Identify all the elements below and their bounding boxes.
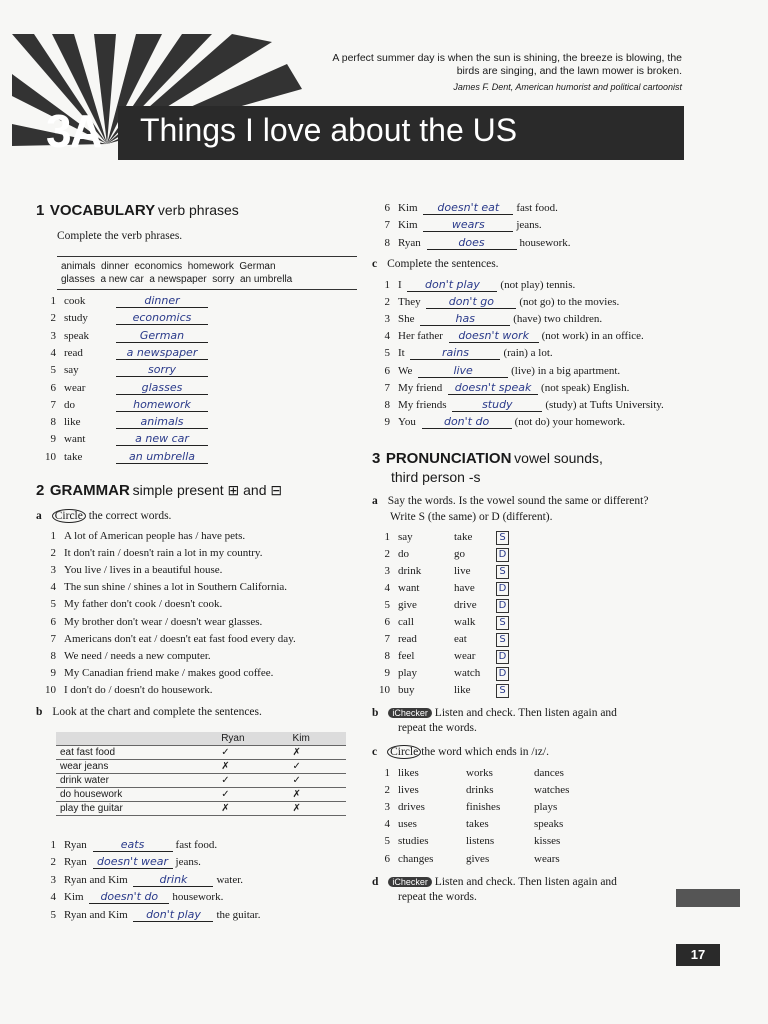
item-number: 2 bbox=[384, 548, 390, 560]
item-verb: do bbox=[64, 398, 75, 411]
answer: an umbrella bbox=[116, 450, 208, 464]
word-box: animals dinner economics homework German glasses a new car a newspaper sorry an umbrella bbox=[57, 256, 357, 290]
word-1: read bbox=[398, 633, 417, 645]
answer: doesn't do bbox=[89, 890, 169, 904]
item-number: 4 bbox=[50, 346, 56, 359]
word-1: feel bbox=[398, 650, 415, 662]
item-number: 5 bbox=[50, 908, 56, 921]
word-1: play bbox=[398, 667, 417, 679]
item-suffix: (rain) a lot. bbox=[503, 347, 553, 360]
list-item bbox=[40, 684, 212, 696]
item-number: 1 bbox=[50, 530, 56, 542]
item-number: 3 bbox=[50, 329, 56, 342]
item-suffix: jeans. bbox=[175, 856, 201, 869]
item-number: 1 bbox=[50, 839, 56, 851]
answer-box: D bbox=[496, 599, 509, 613]
list-item bbox=[374, 853, 594, 865]
list-item bbox=[40, 346, 208, 360]
item-number: 1 bbox=[50, 295, 56, 307]
list-item bbox=[40, 415, 208, 429]
answer-box: S bbox=[496, 684, 509, 698]
word-option: watches bbox=[534, 784, 570, 797]
instruction-3c: c Circle the word which ends in /ɪz/. bbox=[372, 746, 549, 758]
item-number: 10 bbox=[379, 684, 390, 696]
item-prefix: Ryan bbox=[64, 839, 90, 851]
item-number: 5 bbox=[50, 364, 56, 377]
item-prefix: She bbox=[398, 313, 418, 326]
answer-box: S bbox=[496, 616, 509, 630]
list-item bbox=[374, 565, 509, 579]
list-item bbox=[374, 633, 509, 647]
item-number: 2 bbox=[384, 784, 390, 797]
answer: homework bbox=[116, 398, 208, 412]
list-item bbox=[40, 667, 273, 679]
item-number: 7 bbox=[50, 632, 56, 645]
answer: sorry bbox=[116, 363, 208, 377]
list-item bbox=[40, 329, 208, 343]
word-option: studies bbox=[398, 835, 429, 848]
page-number: 17 bbox=[676, 944, 720, 966]
answer: doesn't speak bbox=[448, 381, 538, 395]
list-item bbox=[374, 784, 594, 796]
table-cell: ✗ bbox=[289, 746, 346, 760]
word-option: listens bbox=[466, 835, 495, 848]
word-option: lives bbox=[398, 784, 419, 797]
instruction-2c: c Complete the sentences. bbox=[372, 258, 499, 270]
word-option: changes bbox=[398, 852, 434, 865]
item-verb: say bbox=[64, 364, 79, 377]
list-item bbox=[374, 531, 509, 545]
item-verb: take bbox=[64, 450, 83, 463]
section-2-heading: 2 GRAMMAR simple present ⊞ and ⊟ bbox=[36, 482, 283, 499]
answer: don't play bbox=[133, 908, 213, 922]
item-number: 9 bbox=[384, 667, 390, 679]
table-cell: ✓ bbox=[289, 774, 346, 788]
item-number: 3 bbox=[50, 564, 56, 577]
item-prefix: Kim bbox=[398, 219, 421, 232]
answer: a newspaper bbox=[116, 346, 208, 360]
list-item bbox=[40, 547, 262, 559]
table-cell: eat fast food bbox=[56, 746, 217, 760]
list-item bbox=[374, 312, 602, 326]
item-text: Americans don't eat / doesn't eat fast food every day. bbox=[64, 632, 296, 645]
section-3-subtitle: third person -s bbox=[391, 469, 481, 485]
item-suffix: jeans. bbox=[516, 219, 542, 232]
item-text: My father don't cook / doesn't cook. bbox=[64, 598, 223, 611]
item-prefix: They bbox=[398, 296, 424, 309]
instruction-3d: d iChecker Listen and check. Then listen again and bbox=[372, 876, 617, 888]
item-number: 3 bbox=[384, 801, 390, 814]
word-option: gives bbox=[466, 852, 490, 865]
item-verb: cook bbox=[64, 295, 86, 307]
item-text: A lot of American people has / have pets. bbox=[64, 530, 246, 542]
item-number: 4 bbox=[384, 818, 390, 831]
item-number: 8 bbox=[50, 416, 56, 429]
answer: don't play bbox=[407, 278, 497, 292]
item-number: 6 bbox=[384, 364, 390, 377]
item-prefix: We bbox=[398, 364, 416, 377]
item-suffix: water. bbox=[216, 873, 244, 886]
word-option: works bbox=[466, 767, 493, 779]
item-verb: study bbox=[64, 312, 88, 325]
list-item bbox=[374, 650, 509, 664]
item-number: 7 bbox=[50, 398, 56, 411]
word-option: finishes bbox=[466, 801, 501, 814]
item-prefix: It bbox=[398, 347, 408, 360]
table-cell: ✓ bbox=[289, 760, 346, 774]
item-number: 10 bbox=[45, 683, 56, 696]
answer: rains bbox=[410, 346, 500, 360]
list-item bbox=[40, 598, 222, 610]
item-prefix: Kim bbox=[64, 891, 87, 904]
list-item bbox=[374, 835, 594, 847]
item-suffix: the guitar. bbox=[216, 908, 261, 921]
table-header: Ryan bbox=[217, 732, 288, 746]
word-2: like bbox=[454, 684, 471, 696]
answer-box: S bbox=[496, 565, 509, 579]
table-cell: ✓ bbox=[217, 746, 288, 760]
answer: study bbox=[452, 398, 542, 412]
section-1-heading: 1 VOCABULARY verb phrases bbox=[36, 202, 239, 219]
item-number: 6 bbox=[50, 381, 56, 394]
item-number: 7 bbox=[384, 381, 390, 394]
item-number: 6 bbox=[50, 615, 56, 628]
answer: drink bbox=[133, 873, 213, 887]
word-option: uses bbox=[398, 818, 417, 831]
item-number: 6 bbox=[384, 616, 390, 628]
list-item bbox=[40, 530, 245, 542]
list-item bbox=[40, 398, 208, 412]
list-item bbox=[40, 873, 243, 887]
word-option: kisses bbox=[534, 835, 561, 848]
list-item bbox=[374, 398, 664, 412]
item-number: 9 bbox=[50, 433, 56, 446]
word-option: plays bbox=[534, 801, 558, 814]
word-2: wear bbox=[454, 650, 476, 662]
list-item bbox=[374, 278, 575, 292]
answer: doesn't wear bbox=[93, 855, 173, 869]
list-item bbox=[40, 311, 208, 325]
word-1: call bbox=[398, 616, 414, 628]
item-number: 4 bbox=[50, 891, 56, 904]
item-verb: want bbox=[64, 433, 86, 446]
list-item bbox=[374, 684, 509, 698]
table-cell: ✗ bbox=[289, 802, 346, 816]
list-item bbox=[374, 295, 619, 309]
item-suffix: fast food. bbox=[516, 202, 558, 214]
ichecker-icon: iChecker bbox=[388, 708, 432, 718]
item-number: 9 bbox=[384, 415, 390, 428]
item-suffix: (not do) your homework. bbox=[514, 415, 626, 428]
list-item bbox=[374, 616, 509, 630]
item-number: 2 bbox=[50, 856, 56, 869]
word-option: wears bbox=[534, 852, 560, 865]
list-item bbox=[374, 599, 509, 613]
word-2: drive bbox=[454, 599, 477, 611]
list-item bbox=[374, 548, 509, 562]
item-prefix: I bbox=[398, 279, 405, 291]
list-item bbox=[374, 818, 594, 830]
item-number: 4 bbox=[384, 582, 390, 594]
word-2: walk bbox=[454, 616, 476, 628]
answer: doesn't work bbox=[449, 329, 539, 343]
item-verb: wear bbox=[64, 381, 86, 394]
list-item bbox=[374, 346, 553, 360]
item-number: 6 bbox=[384, 202, 390, 214]
item-number: 8 bbox=[384, 236, 390, 249]
item-number: 3 bbox=[50, 873, 56, 886]
answer: doesn't eat bbox=[423, 201, 513, 215]
item-number: 2 bbox=[384, 296, 390, 309]
word-1: do bbox=[398, 548, 409, 560]
word-option: speaks bbox=[534, 818, 564, 831]
item-suffix: (study) at Tufts University. bbox=[545, 398, 664, 411]
table-cell: wear jeans bbox=[56, 760, 217, 774]
list-item bbox=[40, 855, 201, 869]
answer: a new car bbox=[116, 432, 208, 446]
item-number: 7 bbox=[384, 633, 390, 645]
item-suffix: (not work) in an office. bbox=[541, 330, 644, 343]
list-item bbox=[40, 890, 223, 904]
item-number: 1 bbox=[384, 279, 390, 291]
answer-box: D bbox=[496, 650, 509, 664]
answer: eats bbox=[93, 838, 173, 852]
table-header bbox=[56, 732, 217, 746]
list-item bbox=[40, 650, 211, 662]
list-item bbox=[40, 294, 208, 308]
lesson-badge: 3A bbox=[46, 105, 101, 157]
list-item bbox=[374, 415, 625, 429]
item-text: It don't rain / doesn't rain a lot in my country. bbox=[64, 547, 263, 560]
item-suffix: housework. bbox=[519, 236, 571, 249]
word-1: drink bbox=[398, 565, 422, 577]
word-option: likes bbox=[398, 767, 419, 779]
instruction: Complete the verb phrases. bbox=[57, 230, 183, 242]
item-suffix: (have) two children. bbox=[513, 313, 603, 326]
list-item bbox=[374, 667, 509, 681]
word-2: eat bbox=[454, 633, 467, 645]
list-item bbox=[40, 381, 208, 395]
table-cell: ✓ bbox=[217, 774, 288, 788]
table-cell: ✓ bbox=[217, 788, 288, 802]
item-number: 3 bbox=[384, 565, 390, 577]
answer-box: D bbox=[496, 582, 509, 596]
word-2: take bbox=[454, 531, 473, 543]
item-suffix: (not play) tennis. bbox=[500, 279, 576, 291]
item-text: The sun shine / shines a lot in Southern California. bbox=[64, 581, 288, 594]
answer: glasses bbox=[116, 381, 208, 395]
table-cell: ✗ bbox=[217, 760, 288, 774]
item-prefix: Ryan and Kim bbox=[64, 873, 131, 886]
item-prefix: My friends bbox=[398, 398, 450, 411]
table-cell: do housework bbox=[56, 788, 217, 802]
item-text: You live / lives in a beautiful house. bbox=[64, 564, 223, 577]
item-number: 3 bbox=[384, 313, 390, 326]
list-item bbox=[40, 838, 217, 852]
list-item bbox=[40, 908, 260, 922]
answer: don't do bbox=[422, 415, 512, 429]
word-2: have bbox=[454, 582, 475, 594]
list-item bbox=[40, 564, 222, 576]
word-option: takes bbox=[466, 818, 489, 831]
item-prefix: Ryan bbox=[398, 236, 424, 249]
quote-text: A perfect summer day is when the sun is shining, the breeze is blowing, the birds are singing, and the lawn mower is broken. bbox=[332, 52, 682, 77]
table-row bbox=[56, 802, 346, 816]
item-number: 10 bbox=[45, 450, 56, 463]
item-number: 4 bbox=[50, 581, 56, 594]
list-item bbox=[374, 767, 594, 779]
table-header: Kim bbox=[289, 732, 346, 746]
item-suffix: fast food. bbox=[175, 839, 218, 851]
item-prefix: You bbox=[398, 415, 419, 428]
quote-author: James F. Dent, American humorist and political cartoonist bbox=[453, 82, 682, 92]
item-verb: read bbox=[64, 346, 83, 359]
instruction-2b: b Look at the chart and complete the sentences. bbox=[36, 706, 262, 718]
answer: don't go bbox=[426, 295, 516, 309]
list-item bbox=[40, 581, 287, 593]
instruction-3a-line2: Write S (the same) or D (different). bbox=[390, 511, 553, 523]
answer: does bbox=[427, 236, 517, 250]
list-item bbox=[40, 616, 262, 628]
item-suffix: housework. bbox=[172, 891, 224, 904]
item-number: 5 bbox=[50, 598, 56, 611]
item-number: 8 bbox=[384, 398, 390, 411]
list-item bbox=[40, 633, 296, 645]
answer-box: D bbox=[496, 548, 509, 562]
item-verb: speak bbox=[64, 329, 90, 342]
table-row bbox=[56, 760, 346, 774]
table-cell: ✗ bbox=[217, 802, 288, 816]
item-number: 7 bbox=[384, 219, 390, 232]
word-option: dances bbox=[534, 767, 564, 779]
list-item bbox=[374, 236, 571, 250]
item-number: 2 bbox=[50, 547, 56, 560]
word-option: drives bbox=[398, 801, 425, 814]
audio-strip bbox=[676, 889, 740, 907]
instruction-3b-line2: repeat the words. bbox=[398, 722, 477, 734]
table-row bbox=[56, 788, 346, 802]
word-option: drinks bbox=[466, 784, 494, 797]
list-item bbox=[374, 582, 509, 596]
answer: animals bbox=[116, 415, 208, 429]
word-2: watch bbox=[454, 667, 481, 679]
list-item bbox=[374, 381, 629, 395]
item-text: We need / needs a new computer. bbox=[64, 649, 211, 662]
instruction-3b: b iChecker Listen and check. Then listen again and bbox=[372, 707, 617, 719]
item-verb: like bbox=[64, 416, 81, 429]
item-number: 5 bbox=[384, 347, 390, 360]
item-prefix: Kim bbox=[398, 202, 421, 214]
instruction-2a: a Circle the correct words. bbox=[36, 510, 172, 522]
list-item bbox=[374, 329, 644, 343]
section-3-heading: 3 PRONUNCIATION vowel sounds, bbox=[372, 450, 603, 467]
item-number: 5 bbox=[384, 599, 390, 611]
item-prefix: Her father bbox=[398, 330, 446, 343]
item-number: 4 bbox=[384, 330, 390, 343]
item-number: 6 bbox=[384, 852, 390, 865]
table-cell: play the guitar bbox=[56, 802, 217, 816]
answer: live bbox=[418, 364, 508, 378]
item-suffix: (not go) to the movies. bbox=[519, 296, 620, 309]
list-item bbox=[374, 801, 594, 813]
table-cell: ✗ bbox=[289, 788, 346, 802]
item-suffix: (not speak) English. bbox=[541, 381, 630, 394]
word-2: go bbox=[454, 548, 465, 560]
answer-box: S bbox=[496, 633, 509, 647]
item-prefix: Ryan bbox=[64, 856, 90, 869]
word-2: live bbox=[454, 565, 471, 577]
item-number: 1 bbox=[384, 531, 390, 543]
item-number: 9 bbox=[50, 666, 56, 679]
list-item bbox=[40, 363, 208, 377]
answer-box: S bbox=[496, 531, 509, 545]
chart-table bbox=[56, 732, 346, 816]
table-row bbox=[56, 774, 346, 788]
word-1: buy bbox=[398, 684, 415, 696]
item-text: My Canadian friend make / makes good coffee. bbox=[64, 666, 274, 679]
instruction-3d-line2: repeat the words. bbox=[398, 891, 477, 903]
item-number: 2 bbox=[50, 312, 56, 325]
list-item bbox=[374, 364, 620, 378]
word-1: want bbox=[398, 582, 420, 594]
instruction-3a: a Say the words. Is the vowel sound the same or different? bbox=[372, 495, 649, 507]
item-number: 8 bbox=[50, 649, 56, 662]
answer: economics bbox=[116, 311, 208, 325]
item-number: 8 bbox=[384, 650, 390, 662]
item-number: 1 bbox=[384, 767, 390, 779]
item-prefix: Ryan and Kim bbox=[64, 908, 131, 921]
answer: German bbox=[116, 329, 208, 343]
answer-box: D bbox=[496, 667, 509, 681]
list-item bbox=[40, 450, 208, 464]
item-text: I don't do / doesn't do housework. bbox=[64, 683, 213, 696]
page-title: Things I love about the US bbox=[140, 112, 518, 148]
word-1: give bbox=[398, 599, 417, 611]
word-1: say bbox=[398, 531, 413, 543]
list-item bbox=[40, 432, 208, 446]
answer: wears bbox=[423, 218, 513, 232]
answer: has bbox=[420, 312, 510, 326]
item-number: 5 bbox=[384, 835, 390, 848]
table-row bbox=[56, 746, 346, 760]
item-suffix: (live) in a big apartment. bbox=[511, 364, 621, 377]
answer: dinner bbox=[116, 294, 208, 308]
table-cell: drink water bbox=[56, 774, 217, 788]
list-item bbox=[374, 218, 542, 232]
list-item bbox=[374, 201, 558, 215]
item-prefix: My friend bbox=[398, 381, 446, 394]
ichecker-icon: iChecker bbox=[388, 877, 432, 887]
item-text: My brother don't wear / doesn't wear glasses. bbox=[64, 615, 263, 628]
